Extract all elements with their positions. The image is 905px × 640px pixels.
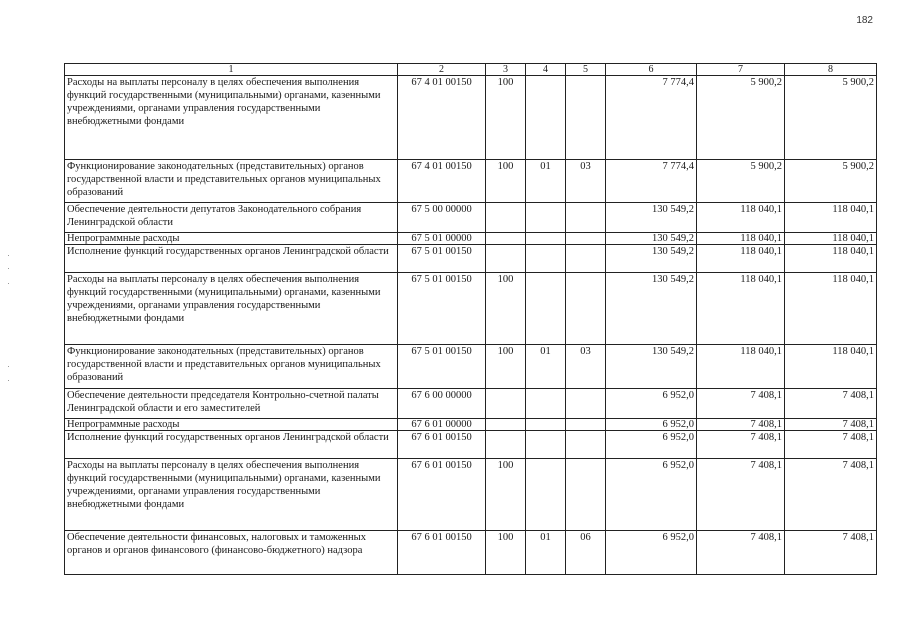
row-value-col8: 5 900,2 — [785, 76, 877, 160]
header-cell: 1 — [65, 64, 398, 76]
scan-speck — [8, 268, 9, 269]
row-value-col7: 118 040,1 — [697, 345, 785, 389]
row-value-col8: 7 408,1 — [785, 531, 877, 575]
row-subsection — [566, 431, 606, 459]
table-row — [65, 459, 877, 531]
row-expense-type: 100 — [486, 76, 526, 160]
row-target-article: 67 6 01 00150 — [398, 431, 486, 459]
row-name: Функционирование законодательных (представительных) органов государственной власти и представительных органов муниципальных образований — [65, 160, 398, 203]
row-section — [526, 245, 566, 273]
row-section — [526, 419, 566, 431]
row-value-col7: 5 900,2 — [697, 76, 785, 160]
header-cell: 7 — [697, 64, 785, 76]
row-subsection: 03 — [566, 160, 606, 203]
row-value-col6: 130 549,2 — [606, 233, 697, 245]
row-value-col7: 118 040,1 — [697, 203, 785, 233]
row-value-col7: 118 040,1 — [697, 273, 785, 345]
row-subsection — [566, 459, 606, 531]
scan-speck — [8, 283, 9, 284]
row-value-col7: 5 900,2 — [697, 160, 785, 203]
row-name: Непрограммные расходы — [65, 419, 398, 431]
row-value-col7: 7 408,1 — [697, 431, 785, 459]
row-name: Расходы на выплаты персоналу в целях обеспечения выполнения функций государственными (муниципальными) органами, казенными учреждениями, органами управления государственными внебюджетными фондами — [65, 273, 398, 345]
row-target-article: 67 4 01 00150 — [398, 76, 486, 160]
row-section — [526, 76, 566, 160]
row-value-col7: 7 408,1 — [697, 389, 785, 419]
row-subsection — [566, 76, 606, 160]
row-value-col8: 118 040,1 — [785, 203, 877, 233]
row-value-col6: 130 549,2 — [606, 203, 697, 233]
row-value-col8: 118 040,1 — [785, 245, 877, 273]
row-target-article: 67 4 01 00150 — [398, 160, 486, 203]
row-value-col8: 118 040,1 — [785, 273, 877, 345]
row-value-col7: 7 408,1 — [697, 419, 785, 431]
row-subsection — [566, 389, 606, 419]
scan-speck — [8, 366, 9, 367]
row-name: Расходы на выплаты персоналу в целях обеспечения выполнения функций государственными (муниципальными) органами, казенными учреждениями, органами управления государственными внебюджетными фондами — [65, 459, 398, 531]
table-row — [65, 233, 877, 245]
row-section: 01 — [526, 160, 566, 203]
row-target-article: 67 6 01 00150 — [398, 459, 486, 531]
row-value-col6: 6 952,0 — [606, 531, 697, 575]
row-expense-type: 100 — [486, 459, 526, 531]
row-expense-type — [486, 419, 526, 431]
row-value-col8: 7 408,1 — [785, 419, 877, 431]
header-cell: 3 — [486, 64, 526, 76]
header-cell: 6 — [606, 64, 697, 76]
row-name: Расходы на выплаты персоналу в целях обеспечения выполнения функций государственными (муниципальными) органами, казенными учреждениями, органами управления государственными внебюджетными фондами — [65, 76, 398, 160]
row-value-col8: 118 040,1 — [785, 345, 877, 389]
table-row — [65, 431, 877, 459]
row-value-col8: 7 408,1 — [785, 389, 877, 419]
row-target-article: 67 5 01 00000 — [398, 233, 486, 245]
row-target-article: 67 5 01 00150 — [398, 345, 486, 389]
row-name: Обеспечение деятельности председателя Контрольно-счетной палаты Ленинградской области и его заместителей — [65, 389, 398, 419]
table-row — [65, 203, 877, 233]
row-value-col6: 6 952,0 — [606, 419, 697, 431]
table-row — [65, 531, 877, 575]
scan-speck — [8, 255, 9, 256]
row-value-col6: 6 952,0 — [606, 389, 697, 419]
table-row — [65, 389, 877, 419]
row-value-col8: 7 408,1 — [785, 459, 877, 531]
row-expense-type — [486, 233, 526, 245]
row-value-col6: 130 549,2 — [606, 345, 697, 389]
row-value-col6: 6 952,0 — [606, 459, 697, 531]
table-row — [65, 345, 877, 389]
row-value-col7: 7 408,1 — [697, 531, 785, 575]
table-header-row — [65, 64, 877, 76]
row-target-article: 67 6 00 00000 — [398, 389, 486, 419]
row-name: Обеспечение деятельности депутатов Законодательного собрания Ленинградской области — [65, 203, 398, 233]
row-subsection — [566, 245, 606, 273]
row-target-article: 67 5 01 00150 — [398, 273, 486, 345]
table-row — [65, 273, 877, 345]
row-expense-type — [486, 431, 526, 459]
row-section — [526, 273, 566, 345]
row-section: 01 — [526, 531, 566, 575]
table-row — [65, 245, 877, 273]
row-expense-type: 100 — [486, 345, 526, 389]
row-subsection: 03 — [566, 345, 606, 389]
header-cell: 4 — [526, 64, 566, 76]
row-expense-type — [486, 245, 526, 273]
row-value-col6: 130 549,2 — [606, 273, 697, 345]
row-target-article: 67 5 01 00150 — [398, 245, 486, 273]
row-value-col6: 130 549,2 — [606, 245, 697, 273]
row-expense-type: 100 — [486, 273, 526, 345]
row-section: 01 — [526, 345, 566, 389]
row-value-col6: 6 952,0 — [606, 431, 697, 459]
row-value-col7: 7 408,1 — [697, 459, 785, 531]
row-value-col8: 7 408,1 — [785, 431, 877, 459]
page-number: 182 — [856, 15, 873, 26]
table-row — [65, 419, 877, 431]
row-target-article: 67 6 01 00150 — [398, 531, 486, 575]
row-expense-type: 100 — [486, 531, 526, 575]
row-subsection — [566, 273, 606, 345]
row-value-col7: 118 040,1 — [697, 245, 785, 273]
scan-speck — [8, 380, 9, 381]
header-cell: 8 — [785, 64, 877, 76]
row-name: Непрограммные расходы — [65, 233, 398, 245]
row-value-col6: 7 774,4 — [606, 160, 697, 203]
row-target-article: 67 5 00 00000 — [398, 203, 486, 233]
row-value-col7: 118 040,1 — [697, 233, 785, 245]
header-cell: 2 — [398, 64, 486, 76]
row-section — [526, 389, 566, 419]
row-subsection — [566, 233, 606, 245]
row-subsection: 06 — [566, 531, 606, 575]
row-value-col8: 5 900,2 — [785, 160, 877, 203]
row-expense-type: 100 — [486, 160, 526, 203]
table-row — [65, 160, 877, 203]
row-expense-type — [486, 389, 526, 419]
row-section — [526, 431, 566, 459]
row-expense-type — [486, 203, 526, 233]
row-section — [526, 203, 566, 233]
row-subsection — [566, 419, 606, 431]
row-section — [526, 459, 566, 531]
row-target-article: 67 6 01 00000 — [398, 419, 486, 431]
row-section — [526, 233, 566, 245]
row-name: Обеспечение деятельности финансовых, налоговых и таможенных органов и органов финансового (финансово-бюджетного) надзора — [65, 531, 398, 575]
row-name: Исполнение функций государственных органов Ленинградской области — [65, 431, 398, 459]
table-row — [65, 76, 877, 160]
row-name: Функционирование законодательных (представительных) органов государственной власти и представительных органов муниципальных образований — [65, 345, 398, 389]
row-subsection — [566, 203, 606, 233]
header-cell: 5 — [566, 64, 606, 76]
row-value-col8: 118 040,1 — [785, 233, 877, 245]
row-name: Исполнение функций государственных органов Ленинградской области — [65, 245, 398, 273]
budget-table — [64, 63, 877, 575]
row-value-col6: 7 774,4 — [606, 76, 697, 160]
